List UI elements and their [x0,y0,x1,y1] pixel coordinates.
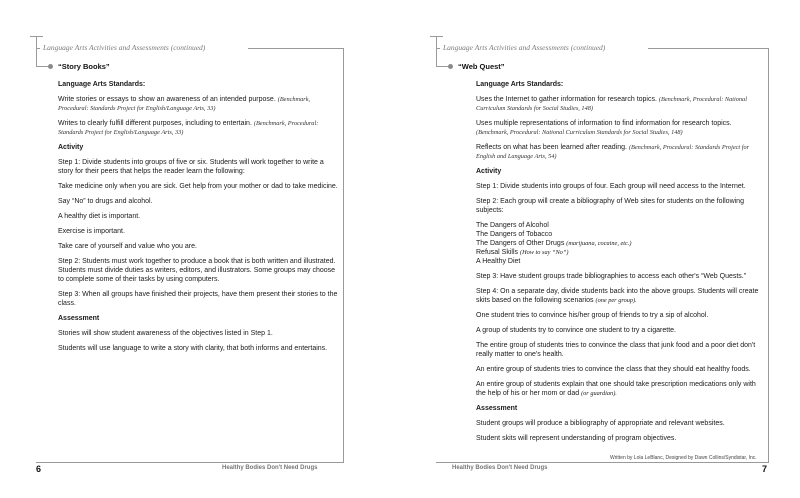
right-header-tick [430,36,443,37]
right-subject-3-note: (marijuana, cocaine, etc.) [566,240,632,247]
right-step-4 [476,287,761,305]
left-topic-3: A healthy diet is important. [58,213,141,220]
right-standard-2-cite: (Benchmark, Procedural: National Curriculum Standards for Social Studies, 148) [476,129,683,136]
right-page-number: 7 [762,464,768,474]
right-standard-3-cite: (Benchmark, Procedural: Standards Project for English and Language Arts, 54) [476,144,750,160]
right-subject-1-text: The Dangers of Alcohol [476,222,549,229]
right-step-3: Step 3: Have student groups trade bibliographies to access each other's “Web Quests.” [476,273,747,280]
left-topic-5: Take care of yourself and value who you are. [58,243,197,250]
right-page-title: “Web Quest” [458,62,505,71]
right-subject-5-text: A Healthy Diet [476,258,521,265]
right-subject-2-text: The Dangers of Tobacco [476,231,553,238]
left-standard-2 [58,119,338,137]
right-step-2: Step 2: Each group will create a bibliography of Web sites for students on the following subjects: [476,198,744,214]
right-page [400,0,800,498]
right-subject-4-note: (How to say “No”) [519,249,569,256]
right-standard-2-text: Uses multiple representations of information to find information for research topics. [476,120,732,127]
left-step-1: Step 1: Divide students into groups of five or six. Students will work together to write a story for their peers that helps the reader learn the following: [58,159,324,175]
right-subject-4-text: Refusal Skills [476,249,520,256]
right-content [476,80,761,449]
left-page-number: 6 [36,464,42,474]
right-standard-3-text: Reflects on what has been learned after reading. [476,144,629,151]
left-header-tick [30,36,43,37]
left-assessment-heading: Assessment [58,315,100,322]
left-footer-title: Healthy Bodies Don't Need Drugs [222,465,318,471]
right-scenario-1: One student tries to convince his/her group of friends to try a sip of alcohol. [476,312,709,319]
right-standard-2 [476,119,761,137]
right-scenario-5 [476,380,761,398]
right-scenario-2: A group of students try to convince one student to try a cigarette. [476,327,677,334]
right-subject-2 [476,230,761,239]
left-content [58,80,338,359]
left-page-right-border [343,48,344,463]
left-header-rule-right [248,48,343,49]
left-standards-heading: Language Arts Standards: [58,81,146,88]
right-standard-1 [476,95,761,113]
right-page-right-border [768,48,769,463]
right-scenario-4: An entire group of students tries to convince the class that they should eat healthy foods. [476,366,751,373]
right-subject-3-text: The Dangers of Other Drugs [476,240,567,247]
left-activity-heading: Activity [58,144,84,151]
right-step-1: Step 1: Divide students into groups of four. Each group will need access to the Internet. [476,183,746,190]
left-topic-2: Say “No” to drugs and alcohol. [58,198,153,205]
right-scenario-5-note: (or guardian). [581,390,617,397]
right-subject-5 [476,257,761,266]
left-standard-2-cite: (Benchmark, Procedural: Standards Project for English/Language Arts, 33) [58,120,319,136]
left-standard-2-text: Writes to clearly fulfill different purposes, including to entertain. [58,120,254,127]
right-assessment-2: Student skits will represent understanding of program objectives. [476,435,677,442]
left-page-title: “Story Books” [58,62,110,71]
right-credit-line: Written by Lola LeBlanc, Designed by Dawn Collins/Syndistar, Inc. [610,455,757,461]
right-standard-1-cite: (Benchmark, Procedural: National Curriculum Standards for Social Studies, 148) [476,96,747,112]
right-header-text: Language Arts Activities and Assessments (continued) [443,43,606,52]
right-standards-heading: Language Arts Standards: [476,81,564,88]
right-subject-3 [476,239,761,248]
right-header-vertical-line [436,36,437,66]
right-footer-title: Healthy Bodies Don't Need Drugs [452,465,548,471]
left-step-2: Step 2: Students must work together to produce a book that is both written and illustrated. Students must divide duties as writers, editors, and illustrators. Some groups may choose to complete some of their tasks by using computers. [58,258,336,283]
right-scenario-3: The entire group of students tries to convince the class that junk food and a poor diet don't really matter to one's health. [476,342,756,358]
right-header-rule [436,48,440,49]
left-topic-4: Exercise is important. [58,228,125,235]
right-subject-list [476,221,761,266]
right-header-rule-right [648,48,768,49]
left-header-vertical-line [36,36,37,66]
left-header-text: Language Arts Activities and Assessments (continued) [43,43,206,52]
right-step-4-text: Step 4: On a separate day, divide students back into the above groups. Students will create skits based on the following scenarios [476,288,759,304]
left-step-3: Step 3: When all groups have finished their projects, have them present their stories to the class. [58,291,338,307]
right-scenario-5-text: An entire group of students explain that one should take prescription medications only with the help of his or her mom or dad [476,381,756,397]
right-activity-heading: Activity [476,168,502,175]
left-standard-1 [58,95,338,113]
right-standard-1-text: Uses the Internet to gather information for research topics. [476,96,659,103]
right-standard-3 [476,143,761,161]
left-standard-1-cite: (Benchmark, Procedural: Standards Project for English/Language Arts, 33) [58,96,311,112]
left-header-rule [36,48,40,49]
right-title-bullet [448,64,453,69]
left-assessment-1: Stories will show student awareness of the objectives listed in Step 1. [58,330,273,337]
right-assessment-1: Student groups will produce a bibliography of appropriate and relevant websites. [476,420,725,427]
left-topic-1: Take medicine only when you are sick. Get help from your mother or dad to take medicine. [58,183,338,190]
right-assessment-heading: Assessment [476,405,518,412]
left-standard-1-text: Write stories or essays to show an awareness of an intended purpose. [58,96,278,103]
left-footer-rule [36,462,344,463]
right-subject-4 [476,248,761,257]
left-assessment-2: Students will use language to write a story with clarity, that both informs and entertains. [58,345,328,352]
right-subject-1 [476,221,761,230]
right-step-4-note: (one per group). [595,297,637,304]
right-footer-rule [436,462,769,463]
left-title-bullet [48,64,53,69]
